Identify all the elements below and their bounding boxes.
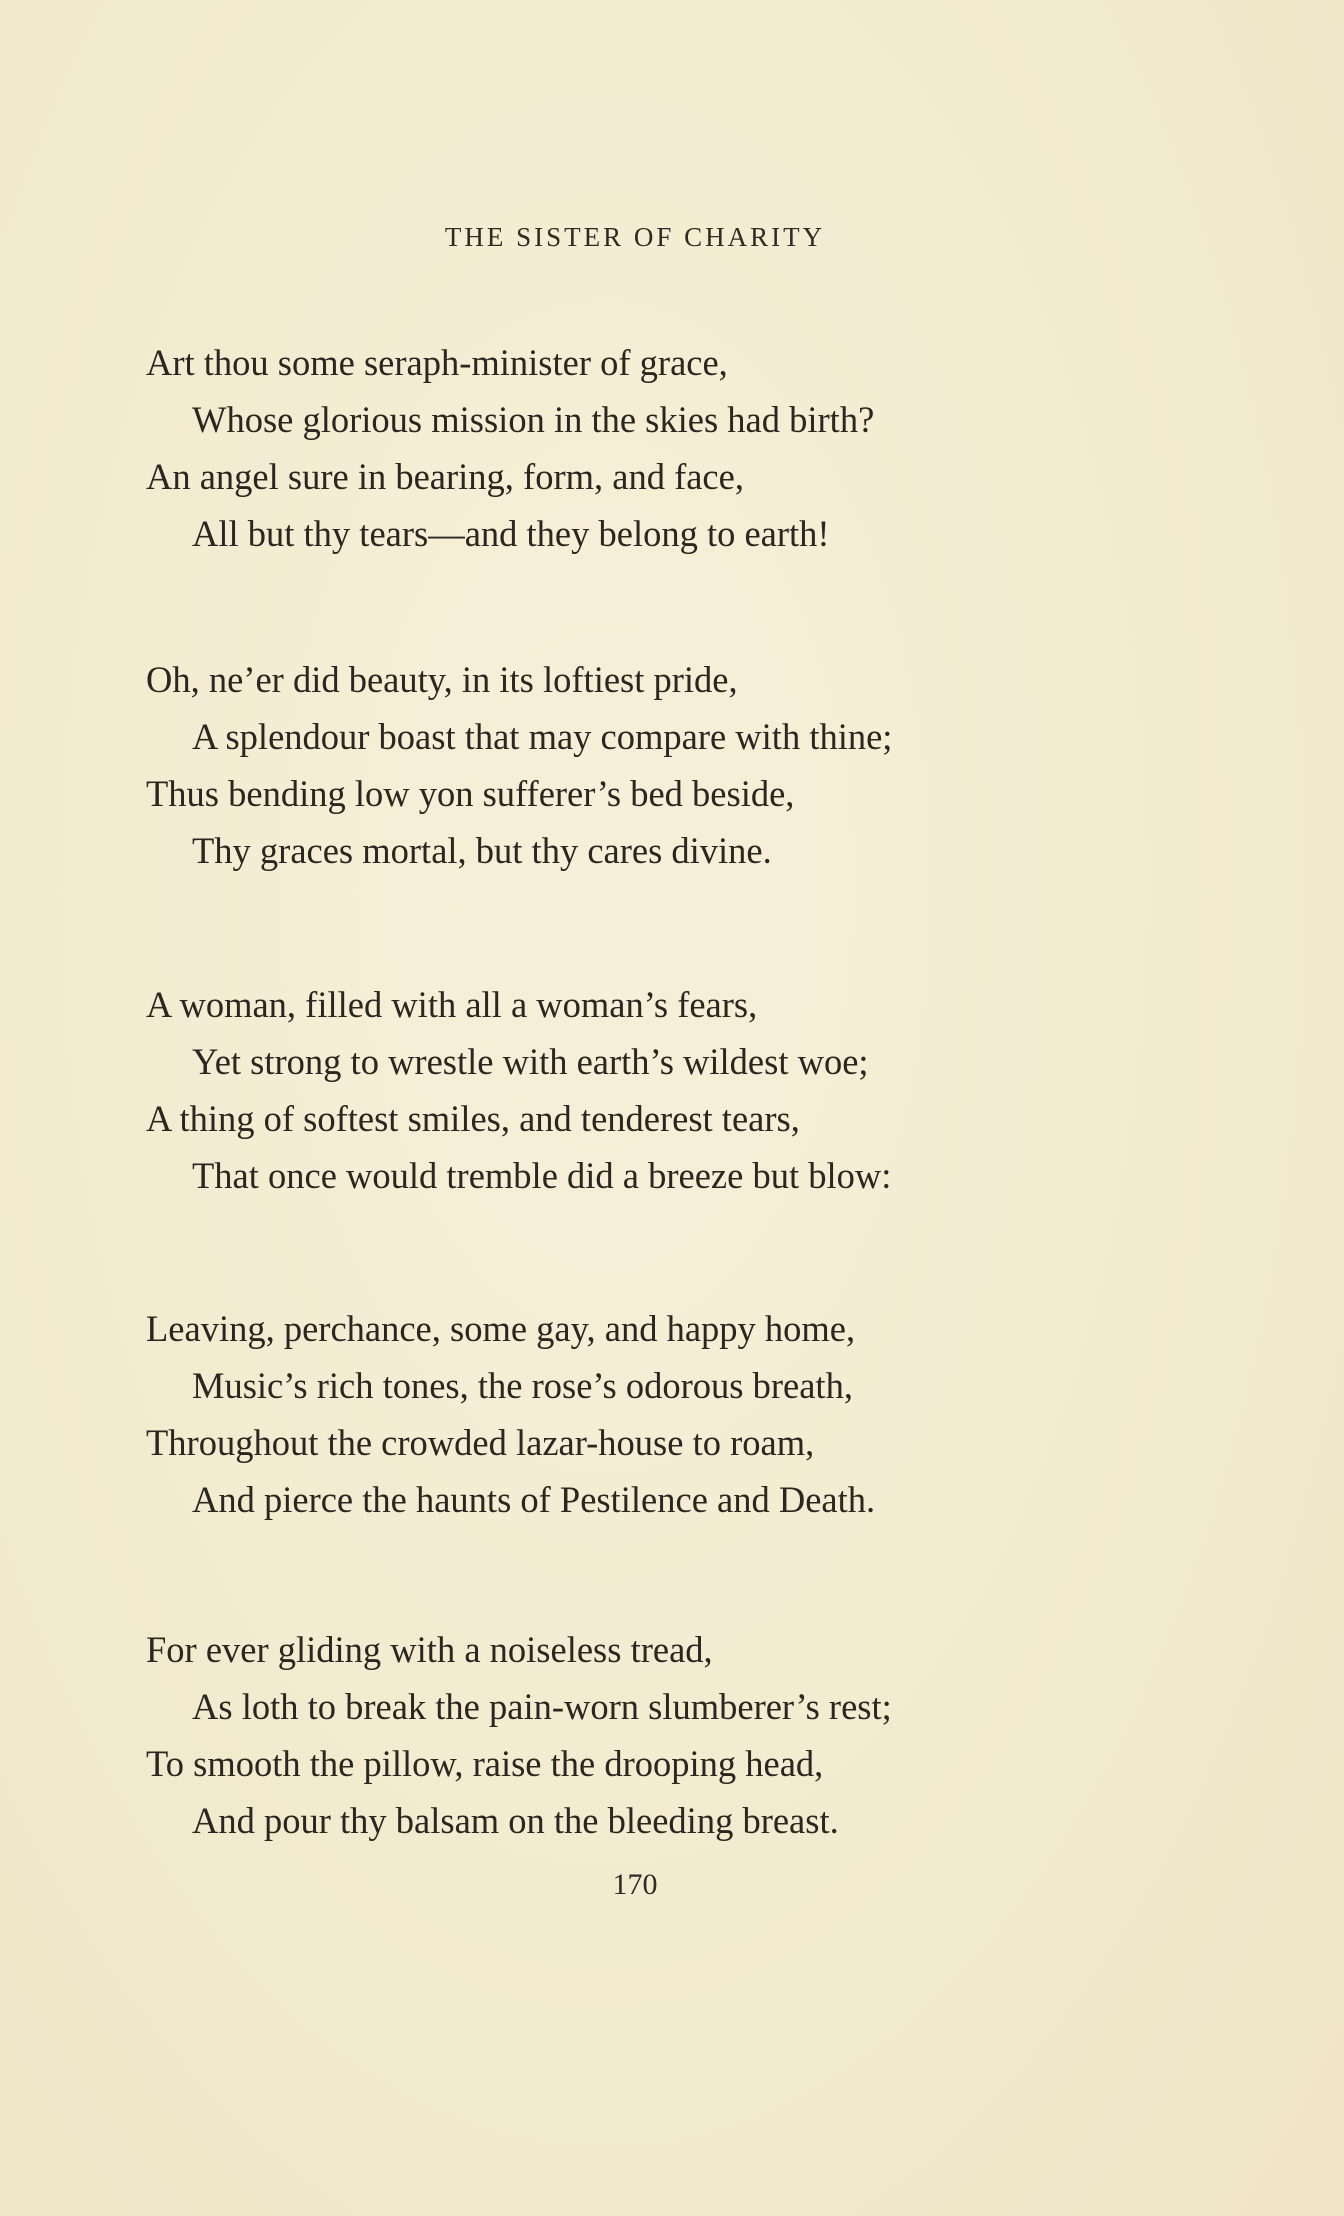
poem-line: To smooth the pillow, raise the drooping head,: [146, 1743, 824, 1784]
poem-line: All but thy tears—and they belong to earth!: [192, 513, 830, 554]
poem-line: Thy graces mortal, but thy cares divine.: [192, 830, 772, 871]
poem-line: Throughout the crowded lazar-house to roam,: [146, 1422, 815, 1463]
poem-line: For ever gliding with a noiseless tread,: [146, 1629, 713, 1670]
poem-line: Thus bending low yon sufferer’s bed beside,: [146, 773, 795, 814]
poem-line: A splendour boast that may compare with thine;: [192, 716, 893, 757]
poem-line: Oh, ne’er did beauty, in its loftiest pride,: [146, 659, 738, 700]
stanza-1: [146, 334, 1296, 562]
poem-line: And pierce the haunts of Pestilence and Death.: [192, 1479, 876, 1520]
running-head: THE SISTER OF CHARITY: [444, 222, 826, 252]
stanza-3: [146, 976, 1296, 1204]
stanza-4: [146, 1300, 1296, 1528]
poem-line: Leaving, perchance, some gay, and happy home,: [146, 1308, 856, 1349]
poem-line: Whose glorious mission in the skies had birth?: [192, 399, 875, 440]
poem-line: That once would tremble did a breeze but blow:: [192, 1155, 892, 1196]
poem-line: Yet strong to wrestle with earth’s wildest woe;: [192, 1041, 869, 1082]
poem-line: An angel sure in bearing, form, and face,: [146, 456, 744, 497]
page-number: 170: [612, 1868, 658, 1901]
stanza-2: [146, 651, 1296, 879]
poem-line: As loth to break the pain-worn slumberer’s rest;: [192, 1686, 892, 1727]
stanza-5: [146, 1621, 1296, 1849]
poem-line: A woman, filled with all a woman’s fears,: [146, 984, 758, 1025]
poem-line: And pour thy balsam on the bleeding breast.: [192, 1800, 839, 1841]
poem-line: Music’s rich tones, the rose’s odorous breath,: [192, 1365, 853, 1406]
poem-line: A thing of softest smiles, and tenderest tears,: [146, 1098, 800, 1139]
poem-line: Art thou some seraph-minister of grace,: [146, 342, 728, 383]
